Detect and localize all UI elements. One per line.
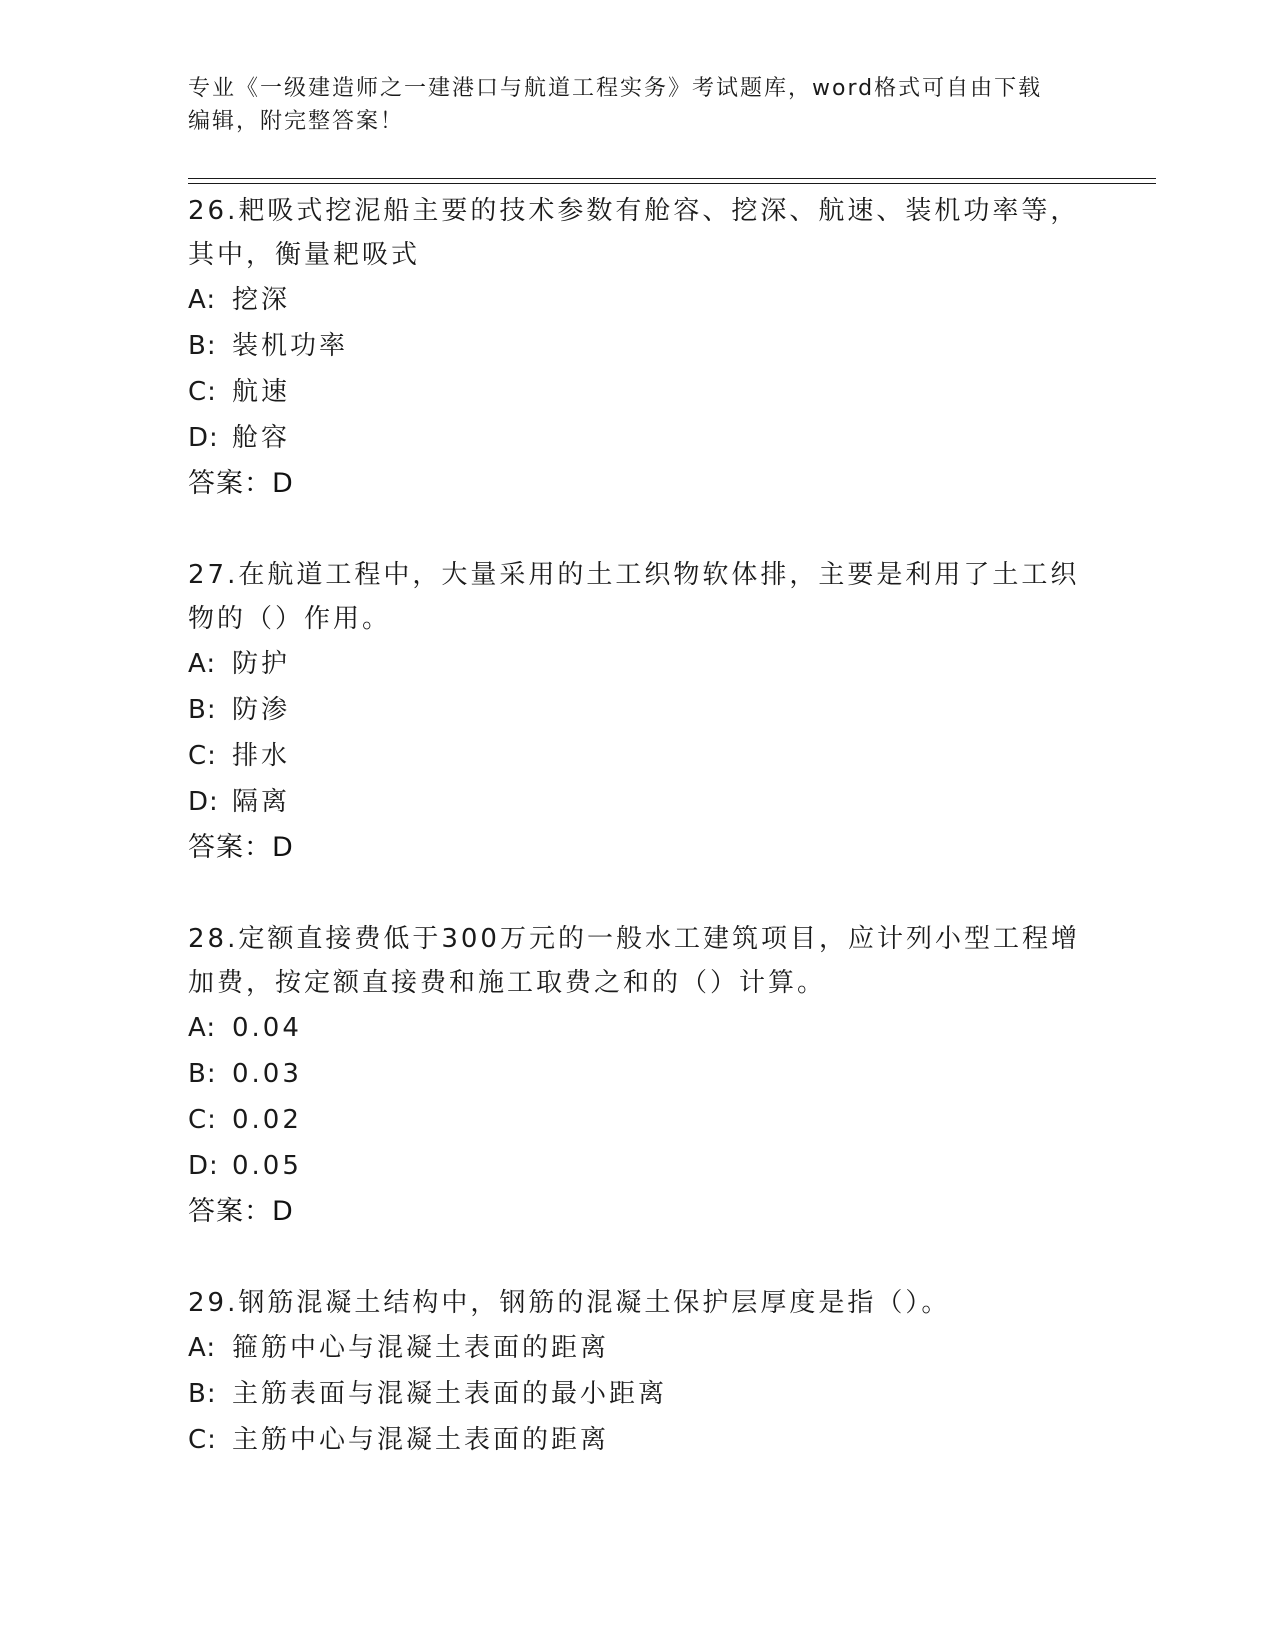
option-text: 0.05 [232,1151,302,1181]
question-stem-line: 其中，衡量耙吸式 [188,240,421,270]
option-a [188,1325,1088,1371]
option-text: 主筋中心与混凝土表面的距离 [232,1425,610,1455]
option-text: 0.03 [232,1059,302,1089]
question-stem [188,1281,1088,1325]
option-text: 0.02 [232,1105,302,1135]
option-b [188,1051,1088,1097]
question-26 [188,189,1088,507]
option-letter: C: [188,377,217,407]
header-divider-top [188,178,1156,179]
option-c [188,1097,1088,1143]
question-stem [188,189,1088,277]
option-a [188,277,1088,323]
option-text: 舱容 [232,423,291,453]
option-c [188,369,1088,415]
option-text: 0.04 [232,1013,302,1043]
option-text: 主筋表面与混凝土表面的最小距离 [232,1379,668,1409]
option-letter: A: [188,1333,217,1363]
option-text: 排水 [232,741,291,771]
option-letter: C: [188,1105,217,1135]
option-letter: A: [188,649,217,679]
option-text: 挖深 [232,285,291,315]
question-stem [188,553,1088,641]
answer-line: 答案：D [188,832,294,863]
option-letter: D: [188,787,219,817]
option-c [188,1417,1088,1463]
option-text: 装机功率 [232,331,349,361]
option-letter: B: [188,1379,217,1409]
document-header [188,72,1068,138]
option-letter: A: [188,285,217,315]
option-letter: A: [188,1013,217,1043]
question-stem [188,917,1088,1005]
option-b [188,323,1088,369]
option-d [188,779,1088,825]
option-letter: B: [188,695,217,725]
option-a [188,1005,1088,1051]
option-d [188,1143,1088,1189]
option-letter: C: [188,1425,217,1455]
header-divider-bottom [188,183,1156,184]
option-text: 航速 [232,377,291,407]
option-letter: D: [188,423,219,453]
option-b [188,687,1088,733]
option-c [188,733,1088,779]
question-28 [188,917,1088,1235]
question-27 [188,553,1088,871]
answer-line: 答案：D [188,1196,294,1227]
header-line-1: 专业《一级建造师之一建港口与航道工程实务》考试题库，word格式可自由下载 [188,76,1043,101]
option-a [188,641,1088,687]
header-line-2: 编辑，附完整答案！ [188,109,405,134]
question-stem-line: 29.钢筋混凝土结构中，钢筋的混凝土保护层厚度是指（）。 [188,1288,951,1318]
answer-line: 答案：D [188,468,294,499]
option-b [188,1371,1088,1417]
question-stem-line: 26.耙吸式挖泥船主要的技术参数有舱容、挖深、航速、装机功率等， [188,196,1080,226]
option-text: 防渗 [232,695,291,725]
option-letter: B: [188,1059,217,1089]
question-stem-line: 28.定额直接费低于300万元的一般水工建筑项目，应计列小型工程增 [188,924,1080,954]
option-letter: B: [188,331,217,361]
option-d [188,415,1088,461]
option-text: 隔离 [232,787,291,817]
option-letter: C: [188,741,217,771]
question-stem-line: 27.在航道工程中，大量采用的土工织物软体排，主要是利用了土工织 [188,560,1080,590]
question-stem-line: 物的（）作用。 [188,604,392,634]
question-stem-line: 加费，按定额直接费和施工取费之和的（）计算。 [188,968,827,998]
question-29 [188,1281,1088,1463]
option-text: 防护 [232,649,291,679]
option-text: 箍筋中心与混凝土表面的距离 [232,1333,610,1363]
option-letter: D: [188,1151,219,1181]
